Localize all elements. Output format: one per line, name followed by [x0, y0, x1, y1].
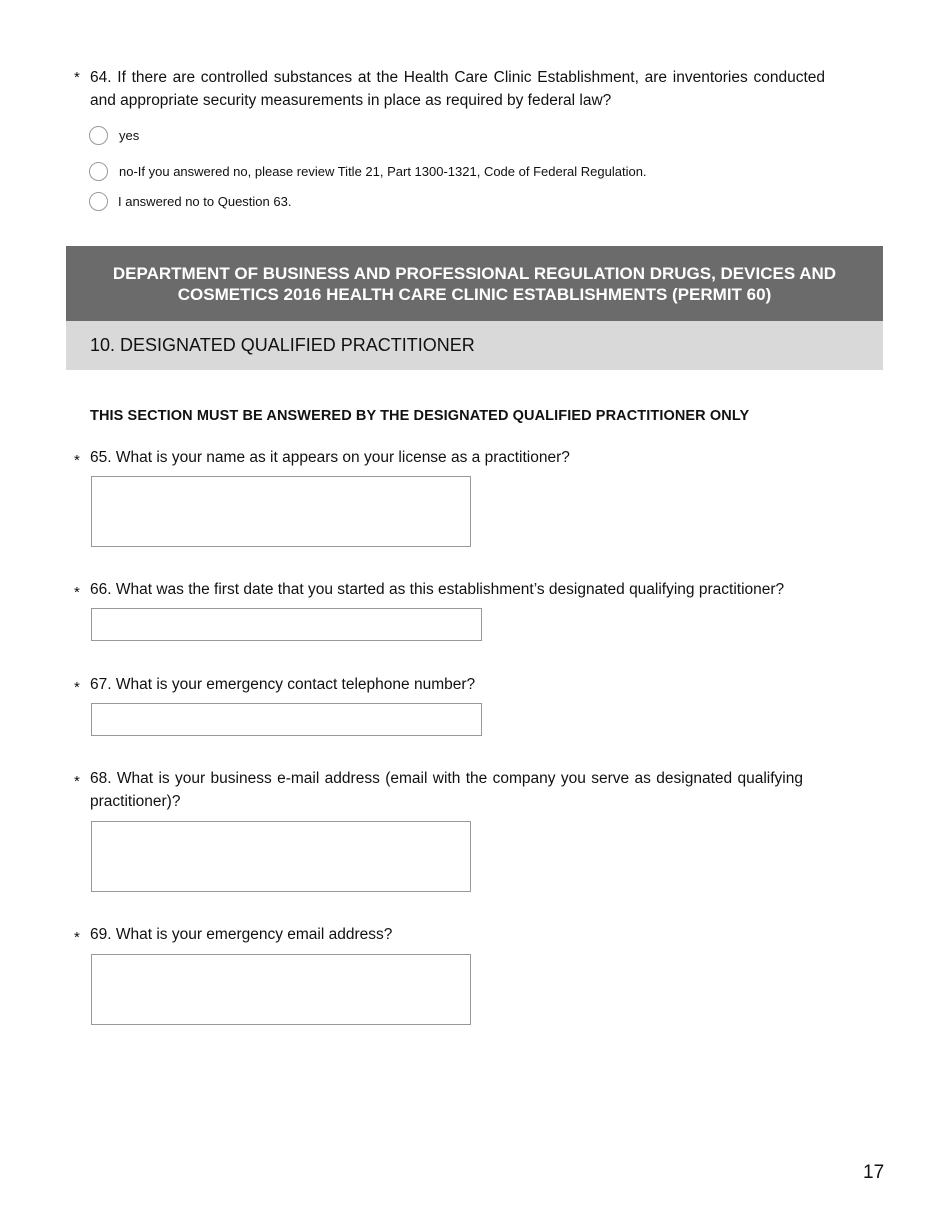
radio-circle[interactable] — [89, 162, 108, 181]
required-asterisk: * — [74, 452, 80, 469]
radio-option-no[interactable] — [89, 162, 647, 181]
radio-option-yes[interactable] — [89, 126, 139, 145]
emergency-email-field[interactable] — [91, 954, 471, 1025]
question-69-text: 69. What is your emergency email address? — [90, 926, 393, 943]
department-title: DEPARTMENT OF BUSINESS AND PROFESSIONAL REGULATION DRUGS, DEVICES AND COSMETICS 2016 HEALTH CARE CLINIC ESTABLISHMENTS (PERMIT 60) — [112, 263, 837, 304]
required-asterisk: * — [74, 69, 80, 86]
question-67-text: 67. What is your emergency contact telephone number? — [90, 676, 476, 693]
section-instruction: THIS SECTION MUST BE ANSWERED BY THE DESIGNATED QUALIFIED PRACTITIONER ONLY — [90, 408, 750, 424]
business-email-field[interactable] — [91, 821, 471, 892]
radio-label-answered-no-q63: I answered no to Question 63. — [118, 194, 292, 209]
radio-circle[interactable] — [89, 192, 108, 211]
question-65-text: 65. What is your name as it appears on your license as a practitioner? — [90, 449, 570, 466]
question-66-text: 66. What was the first date that you started as this establishment’s designated qualifying practitioner? — [90, 581, 785, 598]
radio-label-no: no-If you answered no, please review Title 21, Part 1300-1321, Code of Federal Regulation. — [119, 164, 647, 179]
section-header-title — [66, 246, 883, 321]
radio-circle[interactable] — [89, 126, 108, 145]
required-asterisk: * — [74, 773, 80, 790]
practitioner-name-field[interactable] — [91, 476, 471, 547]
required-asterisk: * — [74, 584, 80, 601]
section-title: 10. DESIGNATED QUALIFIED PRACTITIONER — [90, 335, 475, 355]
section-subheader — [66, 321, 883, 370]
question-64-text: 64. If there are controlled substances at the Health Care Clinic Establishment, are inventories conducted and appropriate security measurements in place as required by federal law? — [90, 69, 825, 109]
start-date-field[interactable] — [91, 608, 482, 641]
radio-option-answered-no-q63[interactable] — [89, 192, 291, 211]
radio-label-yes: yes — [119, 128, 140, 143]
required-asterisk: * — [74, 929, 80, 946]
page-number: 17 — [863, 1162, 885, 1183]
question-68-text: 68. What is your business e-mail address (email with the company you serve as designated qualifying practitioner)? — [90, 770, 803, 810]
required-asterisk: * — [74, 679, 80, 696]
emergency-phone-field[interactable] — [91, 703, 482, 736]
